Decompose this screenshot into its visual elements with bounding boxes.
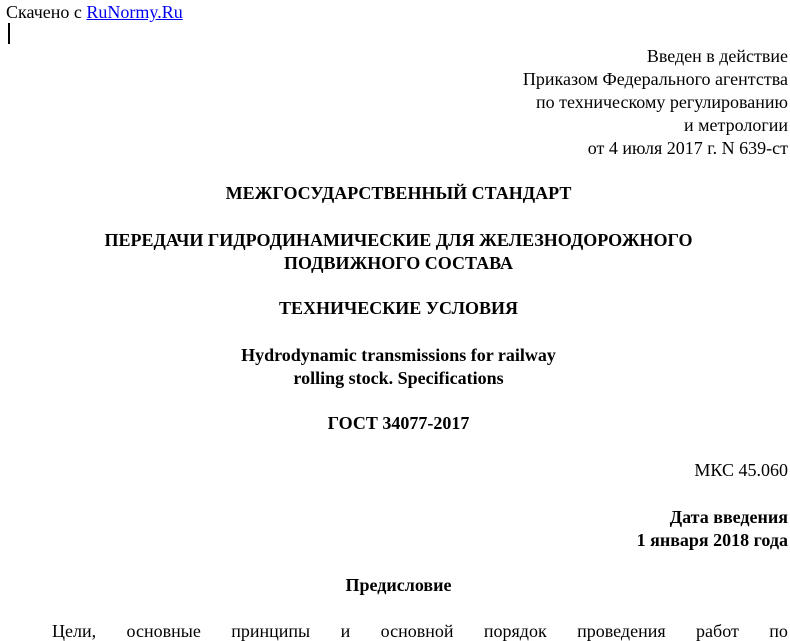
subtitle-ru-text: ТЕХНИЧЕСКИЕ УСЛОВИЯ <box>279 298 518 318</box>
standard-type-text: МЕЖГОСУДАРСТВЕННЫЙ СТАНДАРТ <box>225 183 572 203</box>
paragraph-word: основной <box>380 621 454 641</box>
introduced-line-5: от 4 июля 2017 г. N 639-ст <box>587 138 788 158</box>
effective-date-label: Дата введения <box>669 507 788 527</box>
paragraph-word: принципы <box>231 621 311 641</box>
title-en <box>0 344 790 390</box>
title-en-line-2: rolling stock. Specifications <box>293 368 504 388</box>
paragraph-word: работ <box>696 621 739 641</box>
paragraph-word: Цели, <box>52 621 97 641</box>
foreword-heading-text: Предисловие <box>345 575 452 595</box>
source-prefix: Скачено с <box>6 2 82 22</box>
paragraph-word: и <box>340 621 351 641</box>
introduced-line-1: Введен в действие <box>646 46 788 66</box>
paragraph-word: основные <box>126 621 201 641</box>
source-line <box>6 1 183 24</box>
standard-type <box>0 182 790 205</box>
paragraph-word: по <box>769 621 788 641</box>
title-ru <box>0 229 790 275</box>
designation-text: ГОСТ 34077-2017 <box>327 413 470 433</box>
introduced-line-4: и метрологии <box>684 115 788 135</box>
introduced-line-3: по техническому регулированию <box>535 92 788 112</box>
introduction-block <box>523 45 788 160</box>
text-cursor <box>8 23 10 44</box>
mks-code: МКС 45.060 <box>694 460 788 480</box>
paragraph-word: порядок <box>483 621 547 641</box>
designation <box>0 412 790 435</box>
title-ru-line-2: ПОДВИЖНОГО СОСТАВА <box>284 253 513 273</box>
title-en-line-1: Hydrodynamic transmissions for railway <box>241 345 556 365</box>
first-paragraph <box>52 620 788 641</box>
introduced-line-2: Приказом Федерального агентства <box>522 69 788 89</box>
source-link[interactable]: RuNormy.Ru <box>86 2 183 22</box>
paragraph-word: проведения <box>577 621 666 641</box>
title-ru-line-1: ПЕРЕДАЧИ ГИДРОДИНАМИЧЕСКИЕ ДЛЯ ЖЕЛЕЗНОДОРОЖНОГО <box>104 230 693 250</box>
effective-date-value: 1 января 2018 года <box>636 530 788 550</box>
subtitle-ru <box>0 297 790 320</box>
foreword-heading <box>0 574 790 597</box>
